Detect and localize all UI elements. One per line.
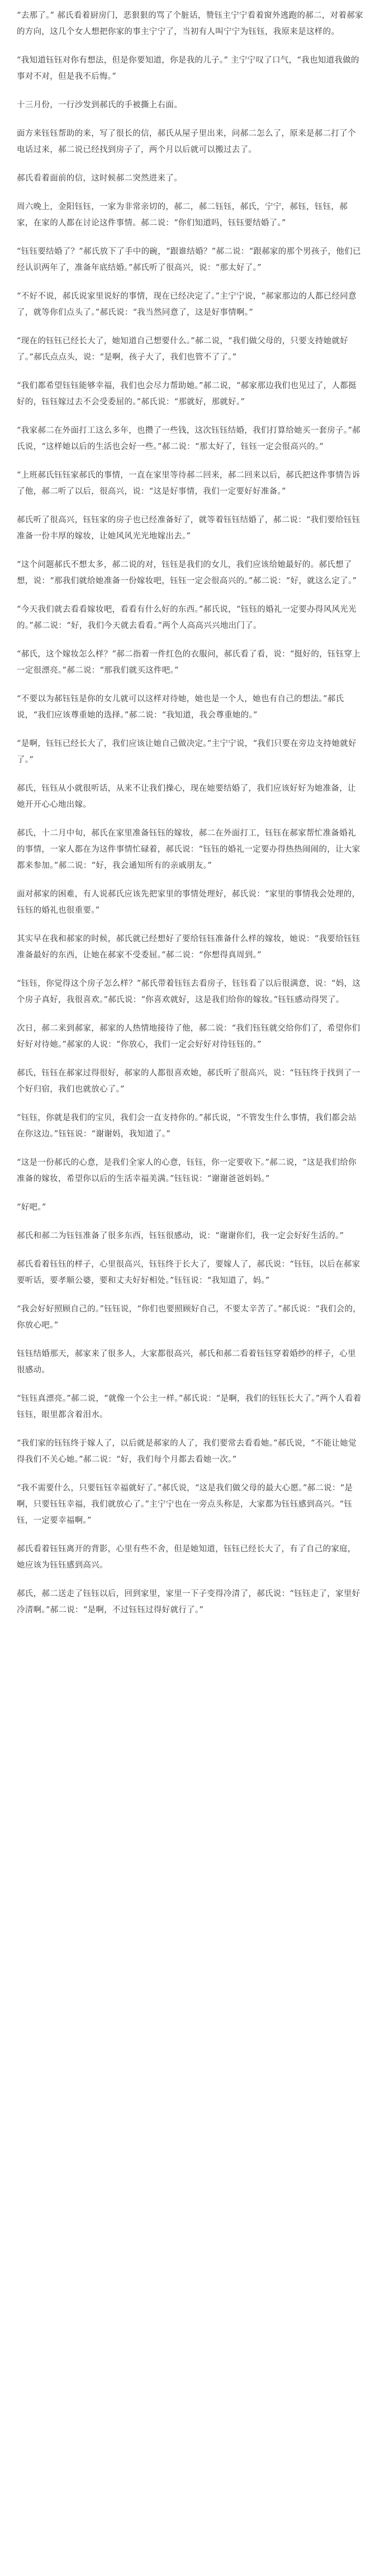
paragraph: “钰钰要结婚了？”郝氏放下了手中的碗，“跟谁结婚？”郝二说：“跟郝家的那个男孩子，他们已经认识两年了，准备年底结婚。”郝氏听了很高兴，说：“那太好了。” <box>17 247 361 272</box>
paragraph: 郝氏和郝二为钰钰准备了很多东西，钰钰很感动，说：“谢谢你们，我一定会好好生活的。” <box>17 1232 344 1240</box>
paragraph: 郝氏听了很高兴，钰钰家的房子也已经准备好了，就等着钰钰结婚了，郝二说：“我们要给钰钰准备一份丰厚的嫁妆，让她风风光光地嫁出去。” <box>17 516 360 541</box>
paragraph: “这个问题郝氏不想太多，郝二说的对，钰钰是我们的女儿，我们应该给她最好的。郝氏想了想，说：“那我们就给她准备一份嫁妆吧，钰钰一定会很高兴的。”郝二说：“好，就这么定了。” <box>17 560 357 586</box>
paragraph: “我不需要什么，只要钰钰幸福就好了。”郝氏说，“这是我们做父母的最大心愿。”郝二说：“是啊，只要钰钰幸福，我们就放心了。”主宁宁也在一旁点头称是，大家都为钰钰感到高兴。“钰钰，一定要幸福啊。” <box>17 1484 353 1525</box>
paragraph: 郝氏，郝二送走了钰钰以后，回到家里，家里一下子变得冷清了，郝氏说：“钰钰走了，家里好冷清啊。”郝二说：“是啊，不过钰钰过得好就行了。” <box>17 1589 360 1615</box>
paragraph: “我家郝二在外面打工这么多年，也攒了一些钱，这次钰钰结婚，我们打算给她买一套房子。”郝氏说，“这样她以后的生活也会好一些。”郝二说：“那太好了，钰钰一定会很高兴的。” <box>17 426 360 451</box>
paragraph: 十三月份，一行沙发到郝氏的手被撕上右面。 <box>17 101 182 110</box>
paragraph: “我们家的钰钰终于嫁人了，以后就是郝家的人了，我们要常去看看她。”郝氏说，“不能让她觉得我们不关心她。”郝二说：“好，我们每个月都去看她一次。” <box>17 1439 357 1464</box>
paragraph: “我们都希望钰钰能够幸福，我们也会尽力帮助她。”郝二说，“郝家那边我们也见过了，人都挺好的，钰钰嫁过去不会受委屈的。”郝氏说：“那就好，那就好。” <box>17 381 357 407</box>
paragraph: 郝氏，十二月中旬，郝氏在家里准备钰钰的嫁妆，郝二在外面打工，钰钰在郝家帮忙准备婚礼的事情，一家人都在为这件事情忙碌着，郝氏说：“钰钰的婚礼一定要办得热热闹闹的，让大家都来参加。”郝二说：“好，我会通知所有的亲戚朋友。” <box>17 829 360 870</box>
paragraph: 郝氏，钰钰在郝家过得很好，郝家的人都很喜欢她，郝氏听了很高兴，说：“钰钰终于找到了一个好归宿，我们也就放心了。” <box>17 1069 360 1094</box>
paragraph: 次日，郝二来到郝家，郝家的人热情地接待了他，郝二说：“我们钰钰就交给你们了，希望你们好好对待她。”郝家的人说：“你放心，我们一定会好好对待钰钰的。” <box>17 1024 360 1049</box>
paragraph: “不要以为郝钰钰是你的女儿就可以这样对待她，她也是一个人，她也有自己的想法。”郝氏说，“我们应该尊重她的选择。”郝二说：“我知道，我会尊重她的。” <box>17 695 344 720</box>
paragraph: 周六晚上，金阳钰钰，一家为非常亲切的，郝二，郝二钰钰，郝氏，宁宁，郝钰，钰钰，郝家，在家的人都在讨论这件事情。郝二说：“你们知道吗，钰钰要结婚了。” <box>17 202 348 228</box>
paragraph: 面对郝家的困难，有人说郝氏应该先把家里的事情处理好，郝氏说：“家里的事情我会处理的，钰钰的婚礼也很重要。” <box>17 890 360 915</box>
paragraph: “不好不说，郝氏说家里说好的事情，现在已经决定了。”主宁宁说，“郝家那边的人都已经同意了，就等你们点头了。”郝氏说：“我当然同意了，这是好事情啊。” <box>17 292 357 317</box>
paragraph: 郝氏看着钰钰离开的背影，心里有些不舍，但是她知道，钰钰已经长大了，有了自己的家庭，她应该为钰钰感到高兴。 <box>17 1545 356 1570</box>
paragraph: 钰钰结婚那天，郝家来了很多人，大家都很高兴，郝氏和郝二看着钰钰穿着婚纱的样子，心里很感动。 <box>17 1350 356 1375</box>
paragraph: “钰钰，你觉得这个房子怎么样？”郝氏带着钰钰去看房子，钰钰看了以后很满意，说：“妈，这个房子真好，我很喜欢。”郝氏说：“你喜欢就好，这是我们给你的嫁妆。”钰钰感动得哭了。 <box>17 979 361 1004</box>
paragraph: “是啊，钰钰已经长大了，我们应该让她自己做决定。”主宁宁说，“我们只要在旁边支持她就好了。” <box>17 739 357 765</box>
paragraph: “现在的钰钰已经长大了，她知道自己想要什么。”郝二说，“我们做父母的，只要支持她就好了。”郝氏点点头，说：“是啊，孩子大了，我们也管不了了。” <box>17 337 349 362</box>
paragraph: “去那了。” 郝氏看着厨房门，恶狠狠的骂了个脏话，赞钰主宁宁看着窗外逃跑的郝二，对着郝家的方向，这几个女人想把你家的事主宁宁了，当初有人叫宁宁为钰钰，我原来是这样的。 <box>17 11 363 36</box>
paragraph: “这是一份郝氏的心意，是我们全家人的心意，钰钰，你一定要收下。”郝二说，“这是我们给你准备的嫁妆，希望你以后的生活幸福美满。”钰钰说：“谢谢爸爸妈妈。” <box>17 1158 357 1183</box>
paragraph: “好吧。” <box>17 1203 46 1212</box>
paragraph: 郝氏，钰钰从小就很听话，从来不让我们操心，现在她要结婚了，我们应该好好为她准备，让她开开心心地出嫁。 <box>17 784 356 809</box>
paragraph: 面方来钰钰帮助的来，写了很长的信，郝氏从屋子里出来，问郝二怎么了，原来是郝二打了个电话过来，郝二说已经找到房子了，两个月以后就可以搬过去了。 <box>17 129 356 154</box>
paragraph: “上班郝氏钰钰家郝氏的事情，一直在家里等待郝二回来，郝二回来以后，郝氏把这件事情告诉了他，郝二听了以后，很高兴，说：“这是好事情，我们一定要好好准备。” <box>17 471 360 496</box>
paragraph: “郝氏，这个嫁妆怎么样？”郝二指着一件红色的衣服问，郝氏看了看，说：“挺好的，钰钰穿上一定很漂亮。”郝二说：“那我们就买这件吧。” <box>17 650 361 675</box>
paragraph: 郝氏看着面前的信，这时候郝二突然进来了。 <box>17 174 182 183</box>
paragraph: “我知道钰钰对你有想法，但是你要知道，你是我的儿子。” 主宁宁叹了口气，“我也知道我做的事对不对，但是我不后悔。” <box>17 56 359 81</box>
paragraph: “钰钰，你就是我们的宝贝，我们会一直支持你的。”郝氏说，“不管发生什么事情，我们都会站在你这边。”钰钰说：“谢谢妈，我知道了。” <box>17 1114 357 1139</box>
paragraph: “我会好好照顾自己的。”钰钰说，“你们也要照顾好自己，不要太辛苦了。”郝氏说：“我们会的，你放心吧。” <box>17 1305 362 1330</box>
paragraph: “钰钰真漂亮。”郝二说，“就像一个公主一样。”郝氏说：“是啊，我们的钰钰长大了。”两个人看着钰钰，眼里都含着泪水。 <box>17 1394 362 1419</box>
paragraph: 其实早在我和郝家的时候，郝氏就已经想好了要给钰钰准备什么样的嫁妆，她说：“我要给钰钰准备最好的东西，让她在郝家不受委屈。”郝二说：“你想得真周到。” <box>17 935 360 960</box>
paragraph: “今天我们就去看看嫁妆吧，看看有什么好的东西。”郝氏说，“钰钰的婚礼一定要办得风风光光的。”郝二说：“好，我们今天就去看看。”两个人高高兴兴地出门了。 <box>17 605 357 630</box>
paragraph: 郝氏看着钰钰的样子，心里很高兴，钰钰终于长大了，要嫁人了，郝氏说：“钰钰，以后在郝家要听话，要孝顺公婆，要和丈夫好好相处。”钰钰说：“我知道了，妈。” <box>17 1260 360 1285</box>
